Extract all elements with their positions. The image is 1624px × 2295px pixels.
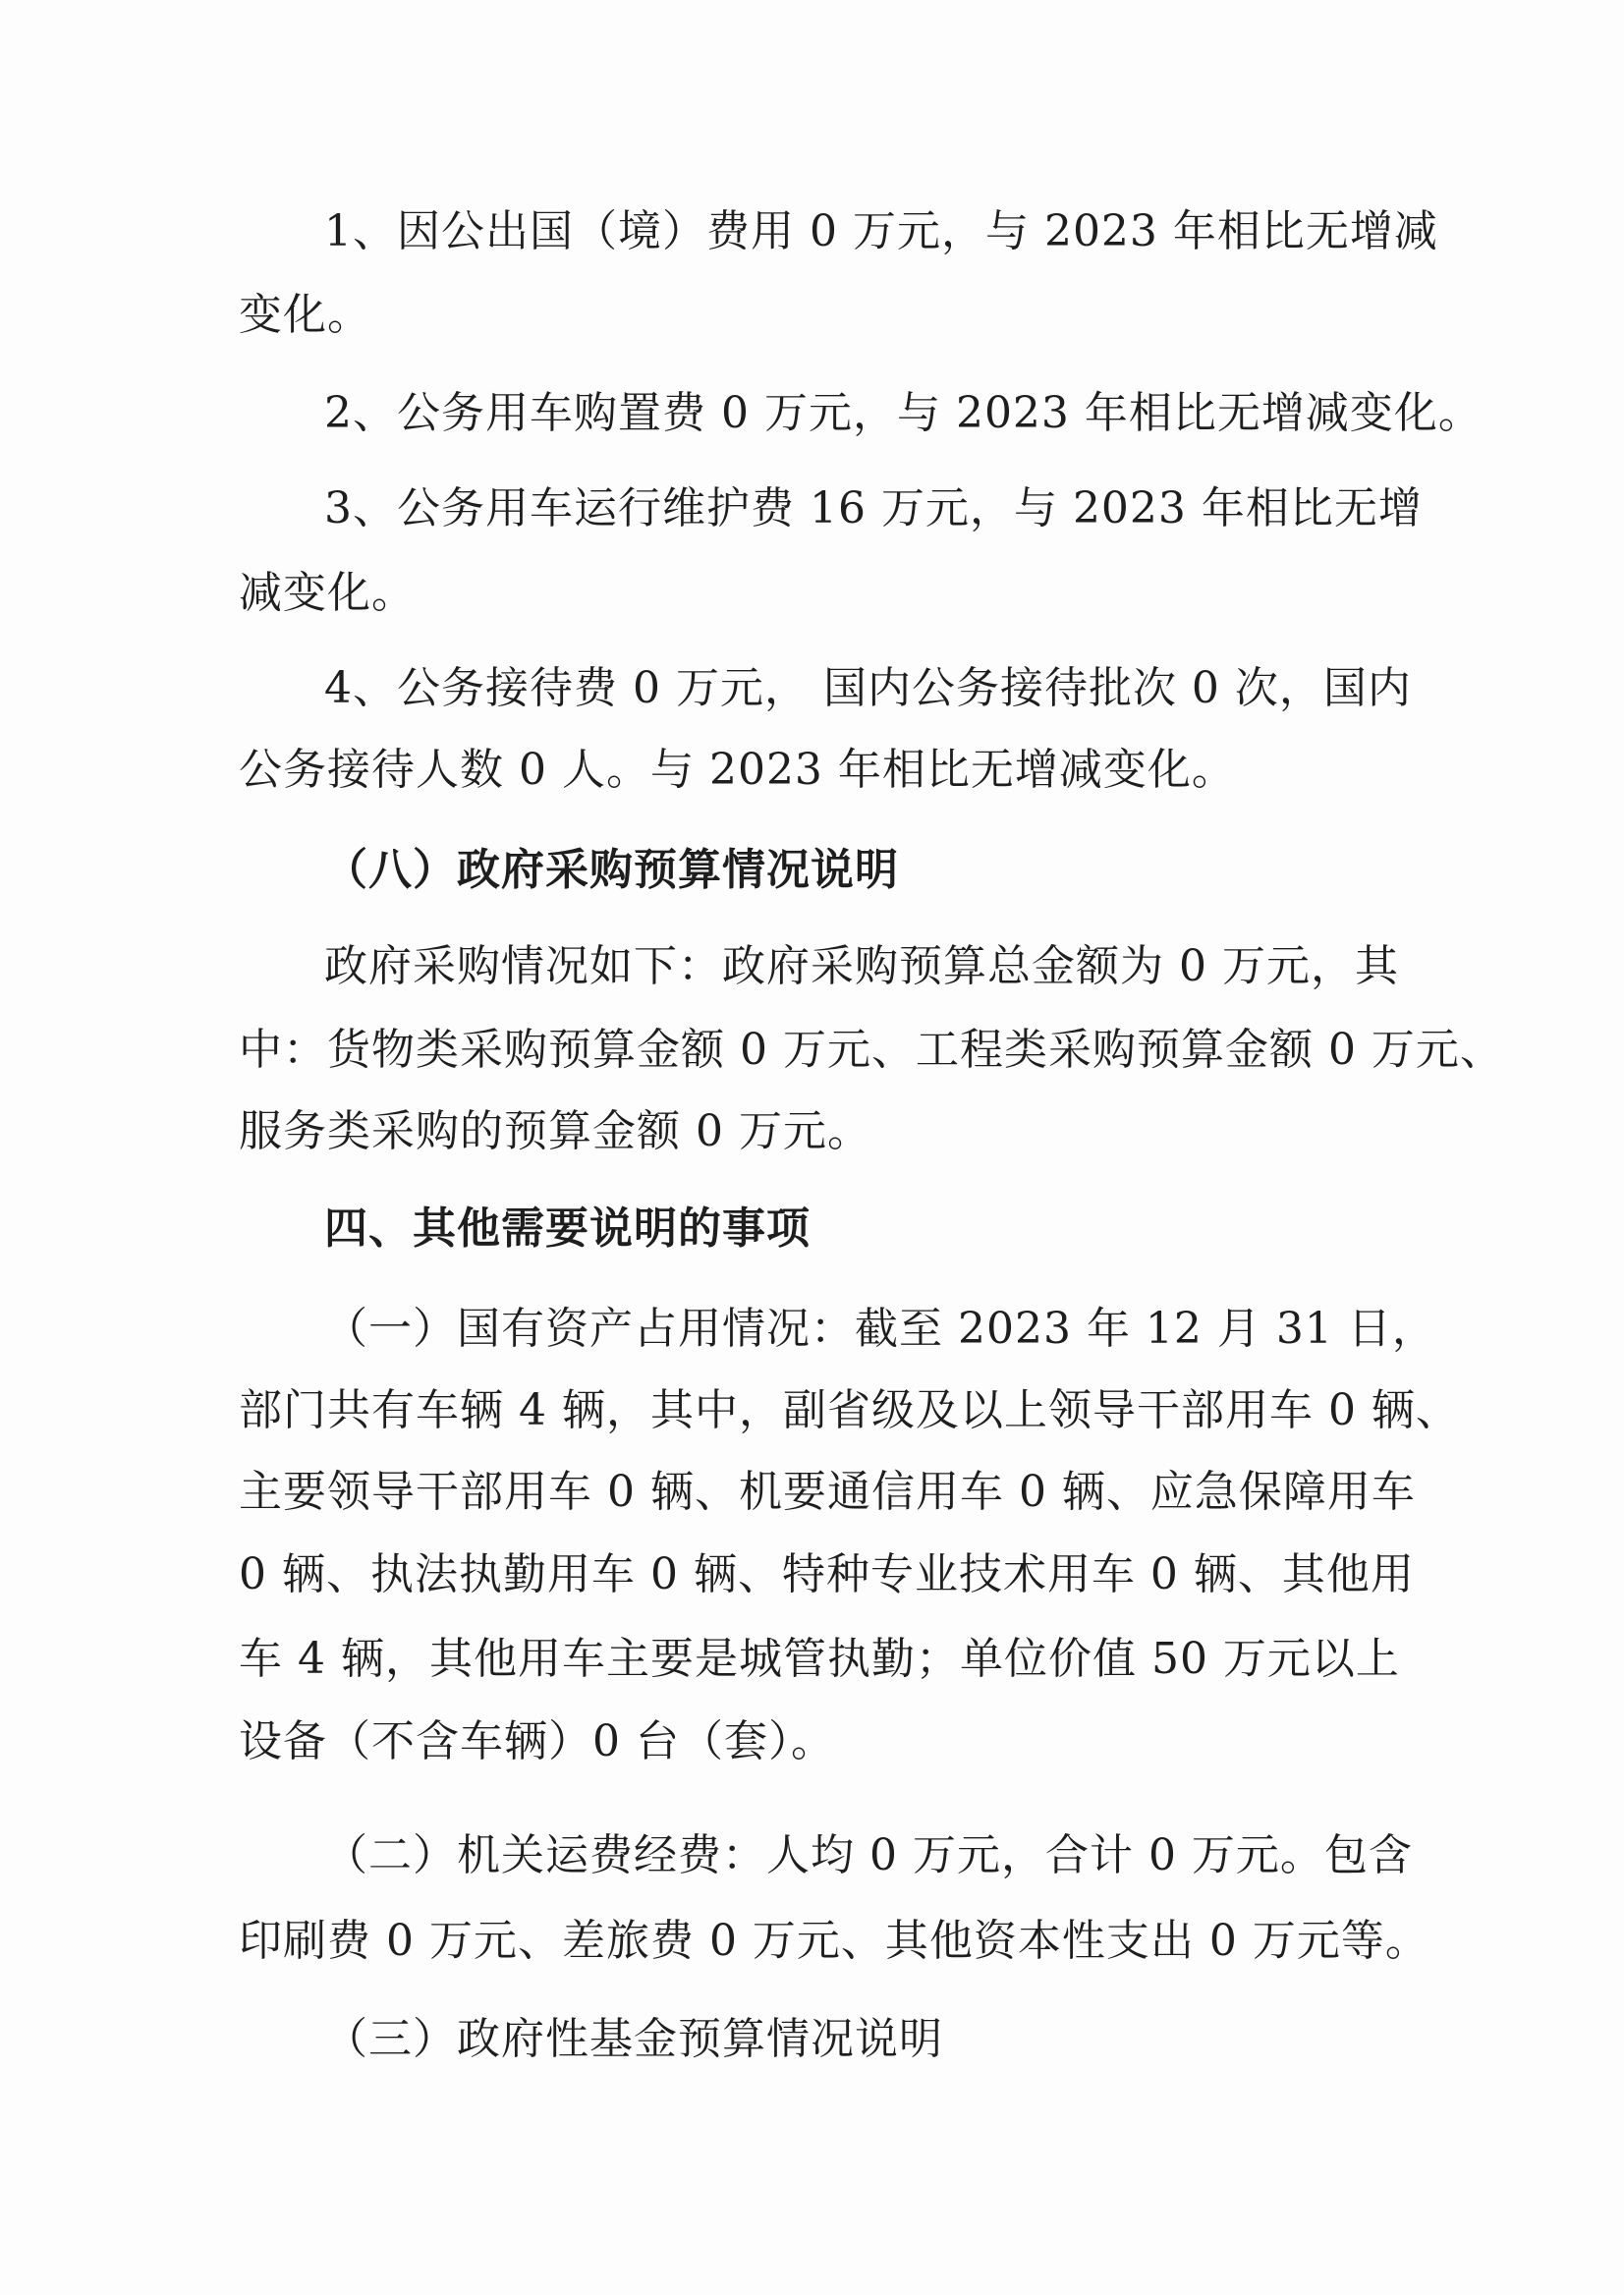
item4-line1: 4、公务接待费 0 万元， 国内公务接待批次 0 次，国内 [324, 663, 1412, 713]
item2-line1: 2、公务用车购置费 0 万元，与 2023 年相比无增减变化。 [324, 388, 1483, 438]
assets-line6: 设备（不含车辆）0 台（套）。 [239, 1716, 835, 1766]
assets-line2: 部门共有车辆 4 辆，其中，副省级及以上领导干部用车 0 辆、 [239, 1385, 1460, 1435]
fund-budget-heading: （三）政府性基金预算情况说明 [324, 2014, 943, 2064]
operations-line1: （二）机关运费经费：人均 0 万元，合计 0 万元。包含 [324, 1830, 1413, 1880]
operations-line2: 印刷费 0 万元、差旅费 0 万元、其他资本性支出 0 万元等。 [239, 1916, 1429, 1966]
item3-line2: 减变化。 [239, 568, 416, 618]
assets-line5: 车 4 辆，其他用车主要是城管执勤；单位价值 50 万元以上 [239, 1634, 1400, 1684]
section-heading-other-matters: 四、其他需要说明的事项 [324, 1203, 811, 1254]
item3-line1: 3、公务用车运行维护费 16 万元，与 2023 年相比无增 [324, 483, 1423, 533]
assets-line1: （一）国有资产占用情况：截至 2023 年 12 月 31 日， [324, 1304, 1436, 1354]
procurement-line3: 服务类采购的预算金额 0 万元。 [239, 1106, 871, 1156]
procurement-line2: 中：货物类采购预算金额 0 万元、工程类采购预算金额 0 万元、 [239, 1025, 1504, 1075]
assets-line3: 主要领导干部用车 0 辆、机要通信用车 0 辆、应急保障用车 [239, 1467, 1416, 1517]
procurement-line1: 政府采购情况如下：政府采购预算总金额为 0 万元，其 [324, 941, 1399, 991]
item4-line2: 公务接待人数 0 人。与 2023 年相比无增减变化。 [239, 745, 1236, 795]
section-heading-procurement: （八）政府采购预算情况说明 [324, 845, 899, 895]
assets-line4: 0 辆、执法执勤用车 0 辆、特种专业技术用车 0 辆、其他用 [239, 1549, 1415, 1599]
item1-line2: 变化。 [239, 290, 371, 340]
item1-line1: 1、因公出国（境）费用 0 万元，与 2023 年相比无增减 [324, 206, 1438, 256]
